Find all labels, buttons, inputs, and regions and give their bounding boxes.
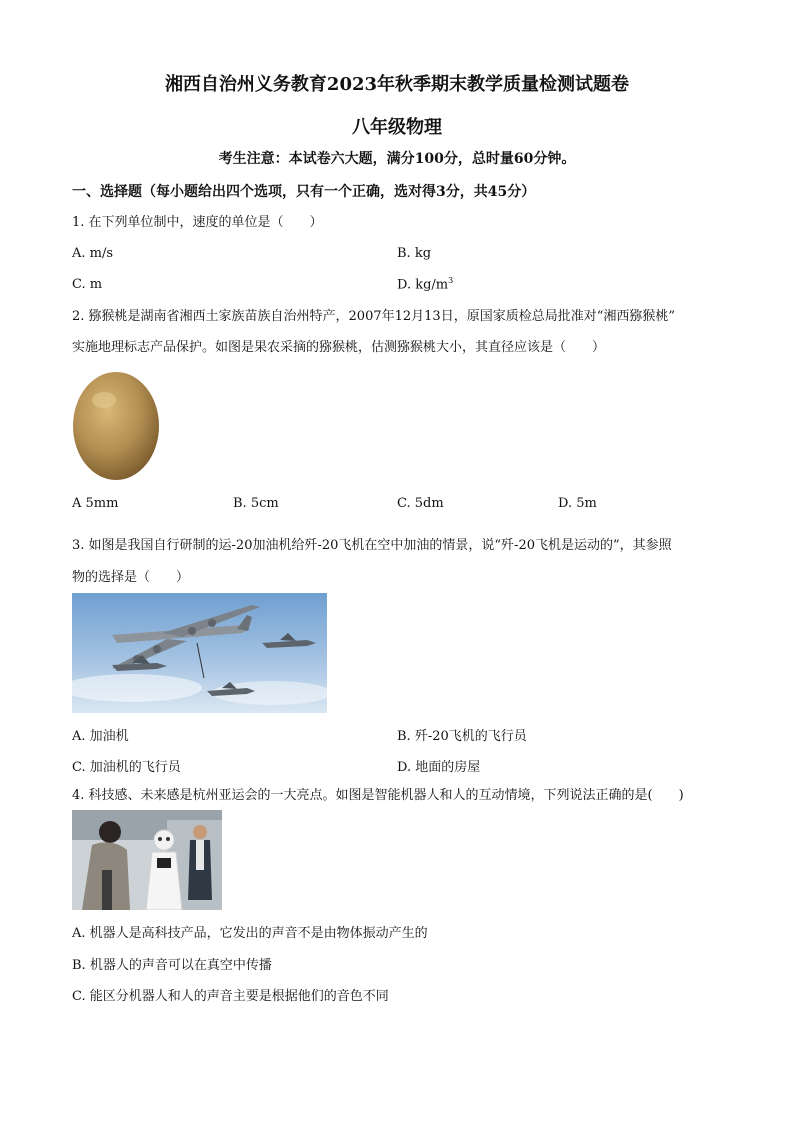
question-2-stem-line1: 2. 猕猴桃是湖南省湘西土家族苗族自治州特产，2007年12月13日，原国家质检总局批准对“湘西猕猴桃”	[72, 309, 675, 324]
exam-notice: 考生注意：本试卷六大题，满分100分，总时量60分钟。	[218, 151, 576, 167]
q3-option-a: A. 加油机	[72, 729, 129, 744]
q2-option-a: A 5mm	[72, 496, 119, 511]
q3-option-b: B. 歼-20飞机的飞行员	[397, 729, 527, 744]
q3-option-c: C. 加油机的飞行员	[72, 760, 181, 775]
question-3-stem-line2: 物的选择是（ ）	[72, 570, 190, 585]
question-4-stem: 4. 科技感、未来感是杭州亚运会的一大亮点。如图是智能机器人和人的互动情境，下列说法正确的是( )	[72, 788, 684, 803]
q1-option-a: A. m/s	[72, 246, 114, 261]
q2-option-c: C. 5dm	[397, 496, 444, 511]
q4-option-b: B. 机器人的声音可以在真空中传播	[72, 958, 272, 973]
q1-option-c: C. m	[72, 277, 103, 292]
q2-option-d: D. 5m	[558, 496, 597, 511]
kiwi-image	[72, 370, 160, 482]
section-heading: 一、选择题（每小题给出四个选项，只有一个正确，选对得3分，共45分）	[72, 184, 536, 200]
exam-subtitle: 八年级物理	[352, 117, 442, 138]
q1-option-d: D. $kg/m^3$	[397, 276, 454, 293]
robot-interaction-image	[72, 810, 222, 910]
exam-title: 湘西自治州义务教育2023年秋季期末教学质量检测试题卷	[164, 74, 630, 95]
q4-option-c: C. 能区分机器人和人的声音主要是根据他们的音色不同	[72, 989, 389, 1004]
question-3-stem-line1: 3. 如图是我国自行研制的运-20加油机给歼-20飞机在空中加油的情景，说“歼-20飞机是运动的”，其参照	[72, 538, 672, 553]
question-2-stem-line2: 实施地理标志产品保护。如图是果农采摘的猕猴桃，估测猕猴桃大小，其直径应该是（ ）	[72, 340, 606, 355]
q4-option-a: A. 机器人是高科技产品，它发出的声音不是由物体振动产生的	[72, 926, 428, 941]
q2-option-b: B. 5cm	[233, 496, 279, 511]
q1-option-b: B. kg	[397, 246, 432, 261]
refueling-aircraft-image	[72, 593, 327, 713]
question-1-stem: 1. 在下列单位制中，速度的单位是（ ）	[72, 215, 323, 230]
q3-option-d: D. 地面的房屋	[397, 760, 481, 775]
